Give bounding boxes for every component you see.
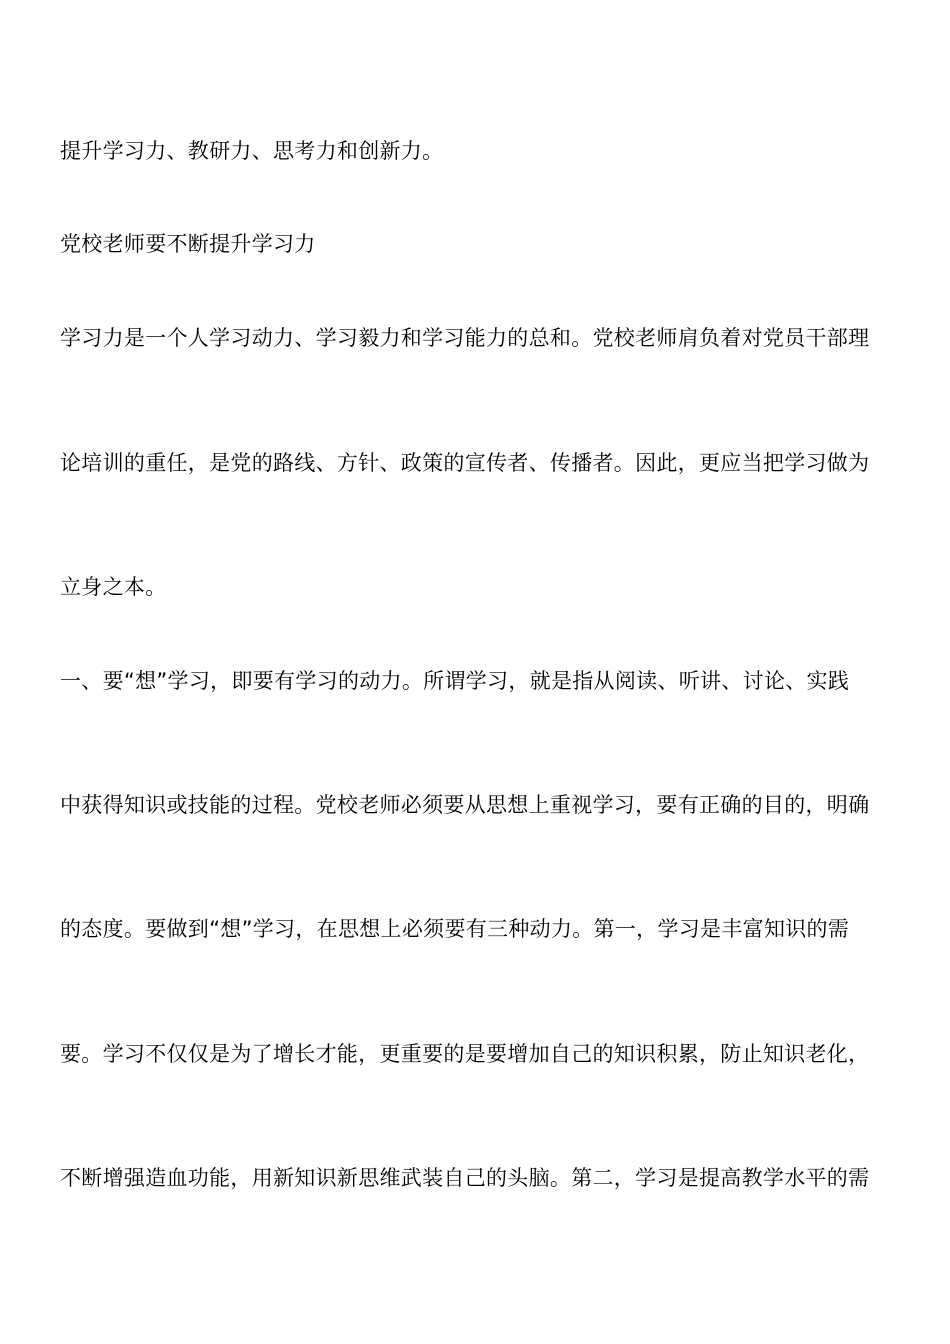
paragraph-line: 不断增强造血功能，用新知识新思维武装自己的头脑。第二，学习是提高教学水平的需 [60, 1166, 870, 1190]
intro-line: 提升学习力、教研力、思考力和创新力。 [60, 139, 444, 163]
paragraph-line: 学习力是一个人学习动力、学习毅力和学习能力的总和。党校老师肩负着对党员干部理 [60, 326, 870, 350]
paragraph-line: 立身之本。 [60, 575, 167, 599]
section-heading: 党校老师要不断提升学习力 [60, 232, 316, 256]
paragraph-line: 中获得知识或技能的过程。党校老师必须要从思想上重视学习，要有正确的目的，明确 [60, 793, 870, 817]
paragraph-line: 一、要“想”学习，即要有学习的动力。所谓学习，就是指从阅读、听讲、讨论、实践 [60, 669, 850, 693]
paragraph-line: 论培训的重任，是党的路线、方针、政策的宣传者、传播者。因此，更应当把学习做为 [60, 451, 870, 475]
paragraph-line: 的态度。要做到“想”学习，在思想上必须要有三种动力。第一，学习是丰富知识的需 [60, 917, 850, 941]
paragraph-line: 要。学习不仅仅是为了增长才能，更重要的是要增加自己的知识积累，防止知识老化， [60, 1042, 870, 1066]
